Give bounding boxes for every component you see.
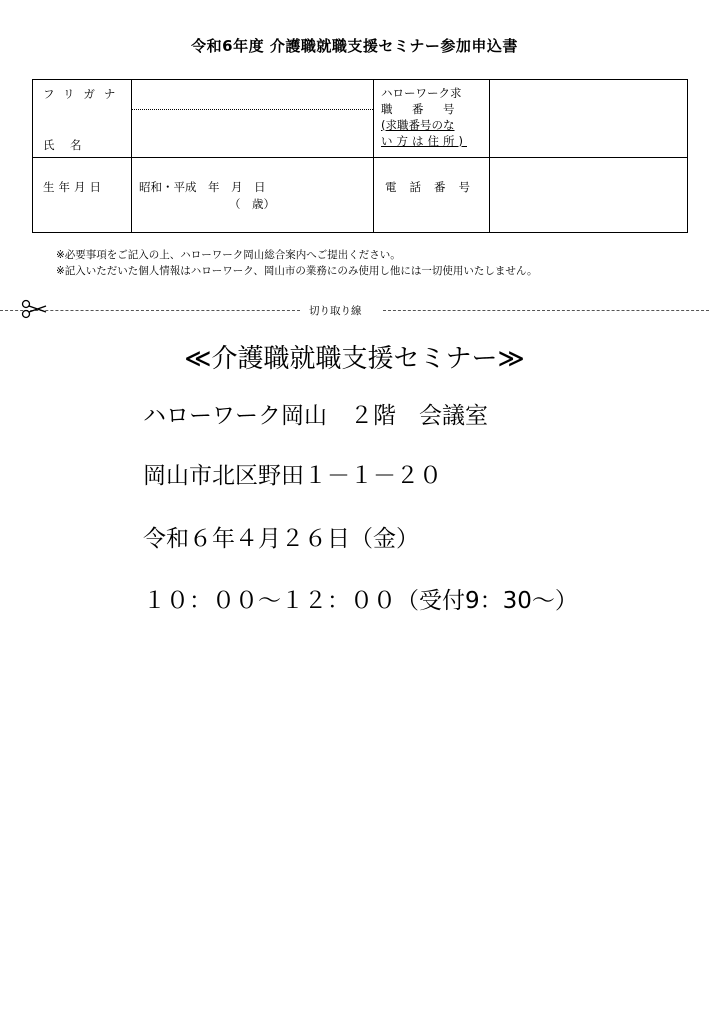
notes	[56, 247, 538, 279]
scissors-icon	[20, 299, 50, 319]
cut-line-label: 切り取り線	[309, 305, 362, 317]
cut-dash	[383, 310, 709, 311]
name-field[interactable]	[131, 110, 373, 156]
note-line: ※必要事項をご記入の上、ハローワーク岡山総合案内へご提出ください。	[56, 249, 401, 261]
hw-label-line: い方は住所)	[381, 134, 467, 148]
birth-date-era: 昭和・平成 年 月 日	[139, 180, 266, 194]
seminar-date: 令和６年４月２６日（金）	[143, 526, 419, 552]
phone-label: 電話番号	[385, 180, 483, 194]
phone-field[interactable]	[490, 158, 688, 232]
cut-line	[0, 303, 709, 317]
furigana-field[interactable]	[131, 80, 373, 109]
form-title: 令和6年度 介護職就職支援セミナー参加申込書	[191, 37, 518, 55]
seminar-venue: ハローワーク岡山 ２階 会議室	[143, 403, 488, 429]
hw-number-label	[381, 85, 486, 149]
seminar-address: 岡山市北区野田１－１－２０	[143, 463, 442, 489]
hw-label-line: ハローワーク求	[381, 86, 462, 100]
seminar-heading: ≪介護職就職支援セミナー≫	[184, 344, 525, 374]
hw-label-line: 職 番 号	[381, 102, 459, 116]
furigana-label: フリガナ	[43, 87, 125, 101]
birth-date-field[interactable]	[131, 158, 373, 232]
birth-date-label: 生年月日	[43, 180, 105, 194]
hw-label-line: (求職番号のな	[381, 118, 455, 132]
seminar-time: １０：００～１２：００（受付9：30～）	[143, 588, 578, 614]
name-label: 氏 名	[43, 138, 84, 152]
birth-age: （ 歳）	[229, 197, 275, 211]
hw-number-field[interactable]	[490, 80, 688, 156]
table-divider	[373, 80, 374, 232]
note-line: ※記入いただいた個人情報はハローワーク、岡山市の業務にのみ使用し他には一切使用いたしません。	[56, 265, 538, 277]
application-form-table	[32, 79, 688, 233]
